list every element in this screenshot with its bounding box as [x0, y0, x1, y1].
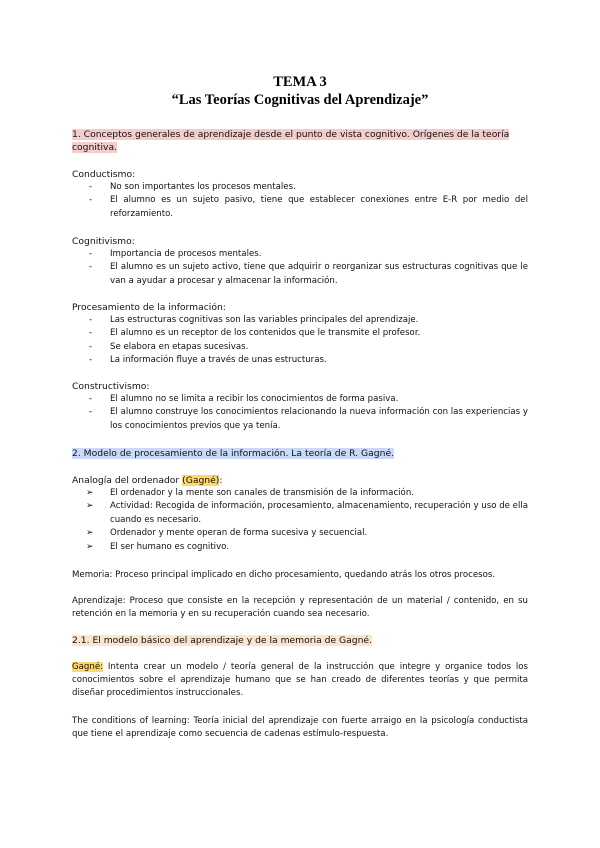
gagne-paragraph: Gagné: Intenta crear un modelo / teoría general de la instrucción que integre y organice todos los conocimientos sobre el aprendizaje humano que se han creado de diferentes teorías y que permita diseñar procedimientos instruccionales. — [72, 662, 528, 698]
section-1-heading-text: 1. Conceptos generales de aprendizaje desde el punto de vista cognitivo. Orígenes de la teoría cognitiva. — [72, 129, 510, 153]
procesamiento-block — [72, 301, 528, 368]
gagne-highlight: (Gagné) — [182, 475, 220, 486]
list-item: - La información fluye a través de unas estructuras. — [72, 354, 528, 367]
gagne-label: Gagné: — [72, 662, 104, 672]
list-item: - El alumno es un sujeto activo, tiene que adquirir o reorganizar sus estructuras cognitivas que le van a ayudar a procesar y almacenar la información. — [72, 261, 528, 288]
conductismo-block — [72, 168, 528, 221]
procesamiento-list — [72, 314, 528, 368]
list-item: - El alumno construye los conocimientos relacionando la nueva información con las experiencias y los conocimientos previos que ya tenía. — [72, 406, 528, 433]
list-item: - El alumno es un sujeto pasivo, tiene que establecer conexiones entre E-R por medio del reforzamiento. — [72, 194, 528, 221]
analogia-label: Analogía del ordenador (Gagné): — [72, 475, 223, 486]
cognitivismo-list — [72, 248, 528, 288]
analogia-list — [72, 487, 528, 554]
constructivismo-label: Constructivismo: — [72, 381, 150, 392]
list-item: ➢ Actividad: Recogida de información, procesamiento, almacenamiento, recuperación y uso de ella cuando es necesario. — [72, 500, 528, 527]
list-item: ➢ El ser humano es cognitivo. — [72, 541, 528, 554]
list-item: - El alumno es un receptor de los contenidos que le transmite el profesor. — [72, 327, 528, 340]
list-item: - Las estructuras cognitivas son las variables principales del aprendizaje. — [72, 314, 528, 327]
procesamiento-label: Procesamiento de la información: — [72, 302, 226, 313]
conductismo-label: Conductismo: — [72, 169, 136, 180]
memoria-paragraph: Memoria: Proceso principal implicado en dicho procesamiento, quedando atrás los otros procesos. — [72, 570, 496, 580]
analogia-block — [72, 474, 528, 554]
section-2-1-heading — [72, 634, 528, 647]
aprendizaje-paragraph: Aprendizaje: Proceso que consiste en la recepción y representación de un material / contenido, en su retención en la memoria y en su recuperación cuando sea necesario. — [72, 596, 528, 619]
section-2-1-heading-text: 2.1. El modelo básico del aprendizaje y de la memoria de Gagné. — [72, 635, 373, 646]
list-item: - Se elabora en etapas sucesivas. — [72, 341, 528, 354]
section-2-heading-text: 2. Modelo de procesamiento de la información. La teoría de R. Gagné. — [72, 448, 395, 459]
list-item: - Importancia de procesos mentales. — [72, 248, 528, 261]
page-subtitle: “Las Teorías Cognitivas del Aprendizaje” — [171, 92, 429, 108]
list-item: ➢ Ordenador y mente operan de forma sucesiva y secuencial. — [72, 527, 528, 540]
list-item: - El alumno no se limita a recibir los conocimientos de forma pasiva. — [72, 393, 528, 406]
cognitivismo-label: Cognitivismo: — [72, 236, 135, 247]
constructivismo-list — [72, 393, 528, 433]
list-item: ➢ El ordenador y la mente son canales de transmisión de la información. — [72, 487, 528, 500]
title-block — [0, 74, 600, 109]
page-title: TEMA 3 — [273, 74, 327, 90]
conditions-paragraph: The conditions of learning: Teoría inicial del aprendizaje con fuerte arraigo en la psicología conductista que tiene el aprendizaje como secuencia de cadenas estímulo-respuesta. — [72, 716, 528, 739]
constructivismo-block — [72, 380, 528, 433]
section-1-heading — [72, 128, 528, 154]
section-2-heading — [72, 447, 528, 460]
cognitivismo-block — [72, 235, 528, 288]
list-item: - No son importantes los procesos mentales. — [72, 181, 528, 194]
conductismo-list — [72, 181, 528, 221]
